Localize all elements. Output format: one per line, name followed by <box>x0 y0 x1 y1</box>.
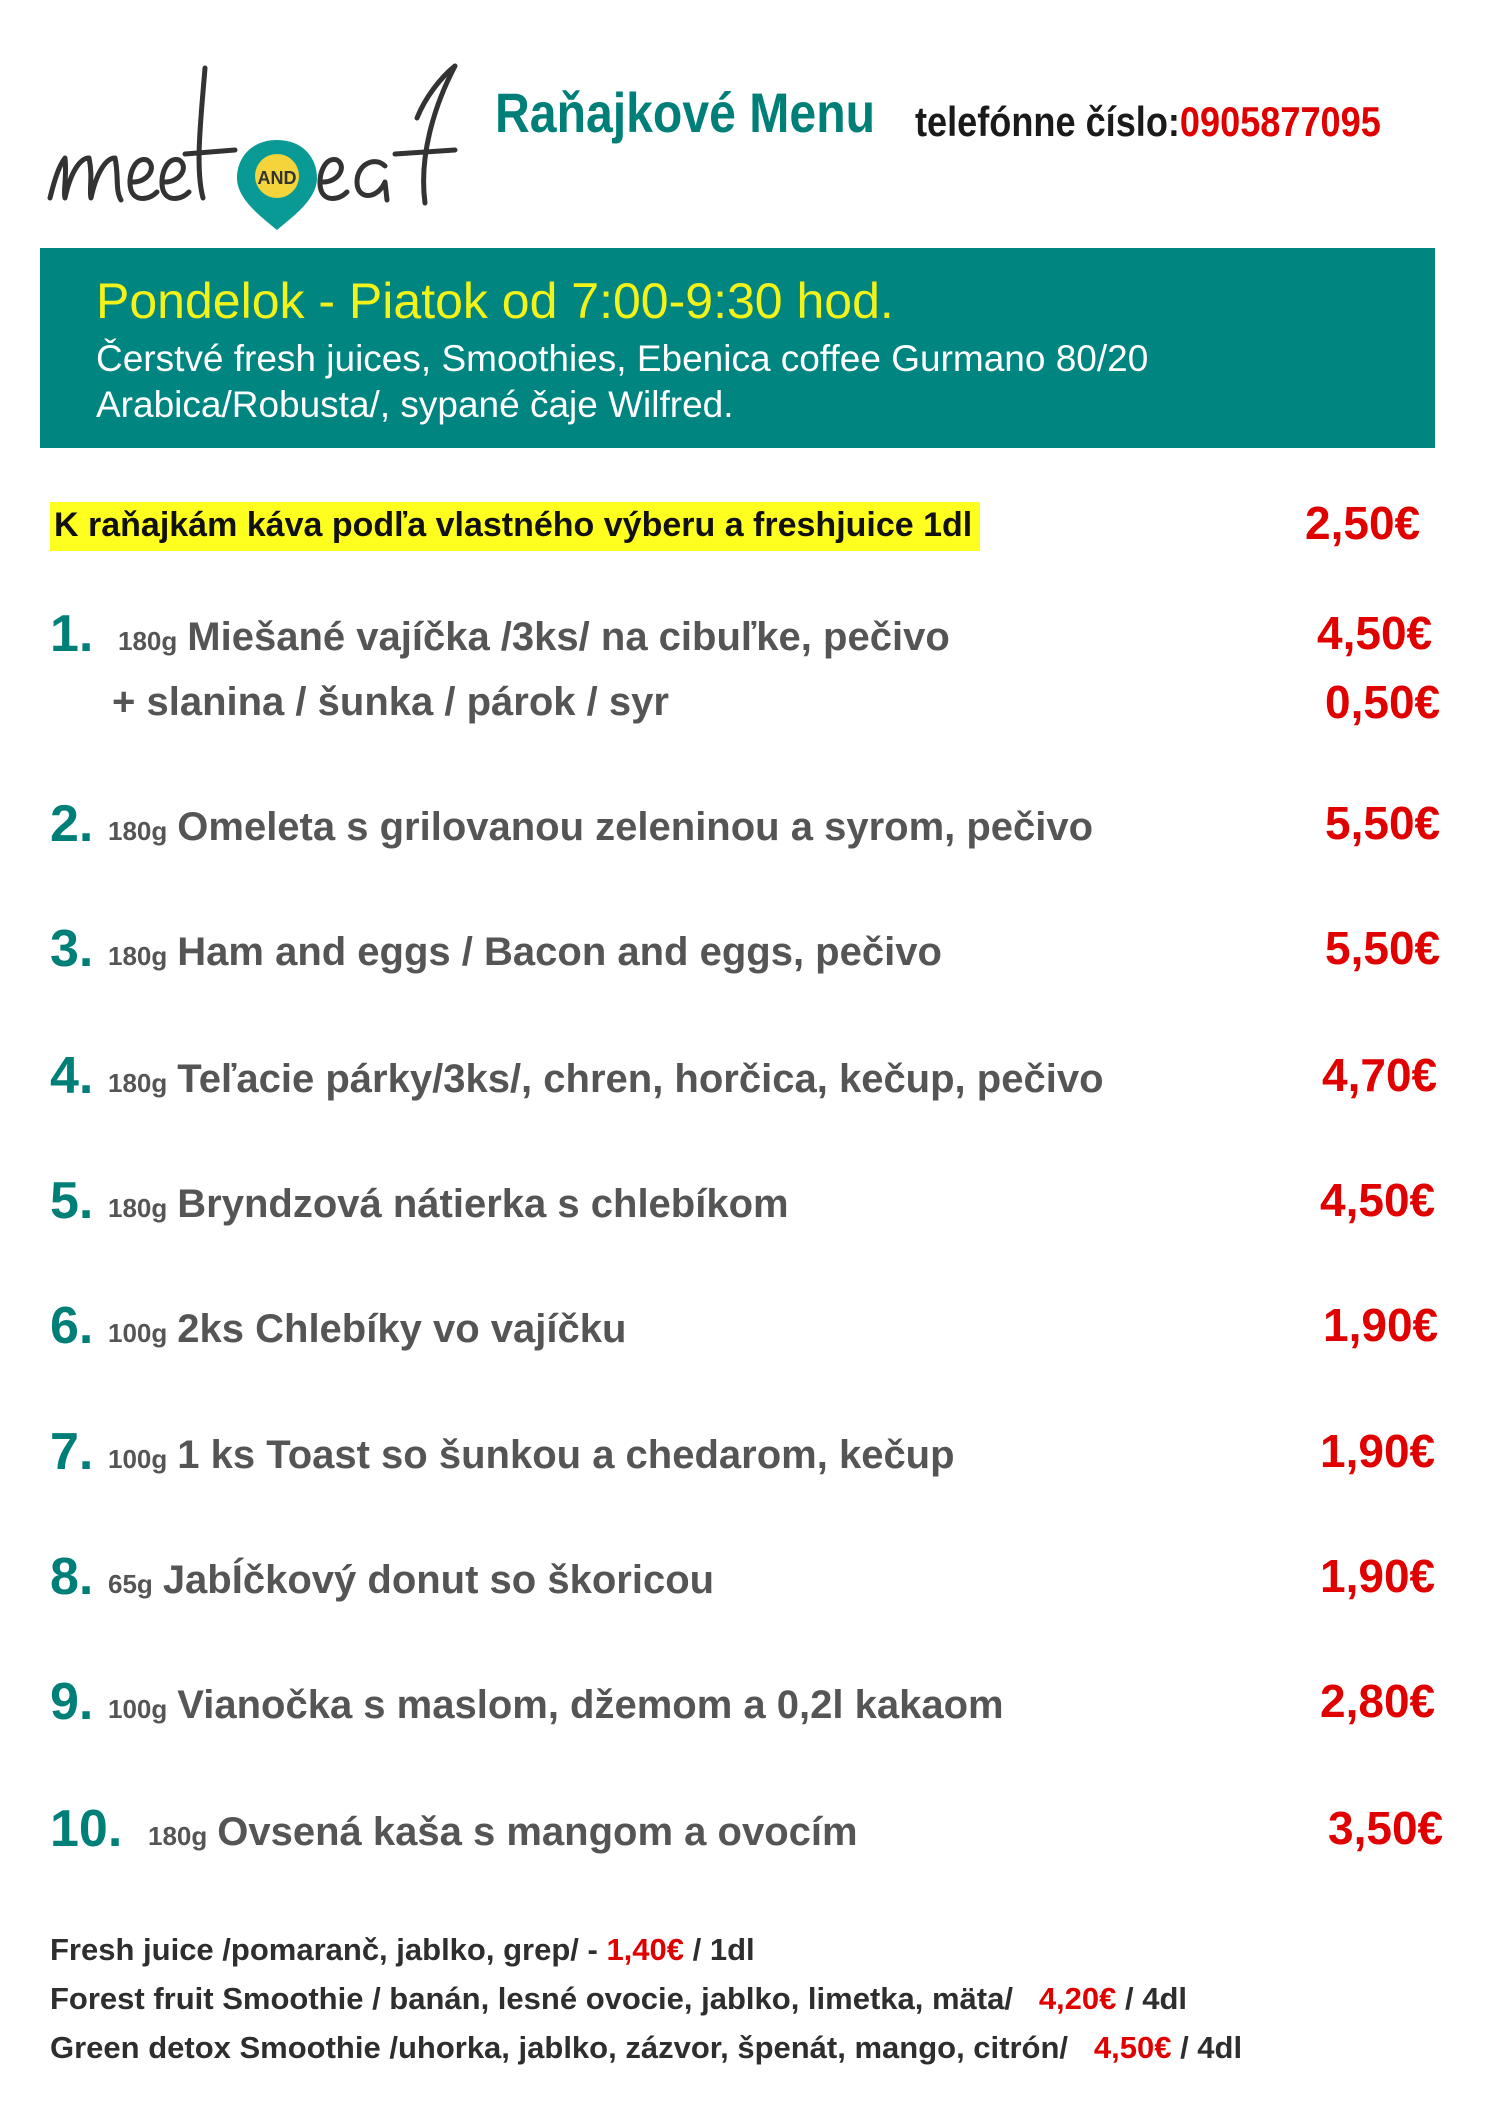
menu-item-9 <box>50 1668 1450 1738</box>
item-number: 9. <box>50 1673 94 1731</box>
item-weight: 180g <box>108 816 168 846</box>
drink-unit: / 1dl <box>684 1932 755 1967</box>
item-name: Bryndzová nátierka s chlebíkom <box>177 1182 789 1226</box>
item-price: 5,50€ <box>1325 797 1441 849</box>
item-description <box>108 1307 626 1352</box>
item-number: 3. <box>50 920 94 978</box>
meet-and-eat-logo <box>45 58 485 233</box>
item-description <box>108 1057 1104 1102</box>
item-number: 7. <box>50 1423 94 1481</box>
item-description <box>108 1433 955 1478</box>
banner-info <box>96 336 1435 428</box>
item-name: 2ks Chlebíky vo vajíčku <box>177 1307 627 1351</box>
banner-info-line2: Arabica/Robusta/, sypané čaje Wilfred. <box>96 384 734 425</box>
phone-number[interactable]: 0905877095 <box>1179 98 1381 145</box>
menu-item-6 <box>50 1292 1450 1362</box>
drink-price: 4,50€ <box>1093 2030 1172 2065</box>
item-description <box>108 1182 789 1227</box>
item-price: 4,70€ <box>1322 1049 1438 1101</box>
item-description <box>108 805 1093 850</box>
item-description <box>108 930 942 975</box>
item-description <box>108 1558 714 1603</box>
phone-label: telefónne číslo: <box>915 98 1180 145</box>
addon-extras: + slanina / šunka / párok / syr <box>112 680 669 724</box>
item-description <box>108 1683 1004 1728</box>
item-name: Ovsená kaša s mangom a ovocím <box>217 1810 858 1854</box>
drink-forest-smoothie <box>50 1974 1242 2023</box>
logo-badge-text: AND <box>257 168 297 188</box>
drink-unit: / 4dl <box>1171 2030 1243 2065</box>
drink-green-detox-smoothie <box>50 2023 1242 2072</box>
item-number: 1. <box>50 605 94 663</box>
drink-text: Fresh juice /pomaranč, jablko, grep/ - <box>50 1932 607 1967</box>
menu-item-5 <box>50 1167 1450 1237</box>
item-weight: 180g <box>108 1193 168 1223</box>
item-name: Vianočka s maslom, džemom a 0,2l kakaom <box>177 1683 1004 1727</box>
item-weight: 65g <box>108 1569 153 1599</box>
item-description <box>118 615 950 660</box>
menu-item-2 <box>50 790 1450 860</box>
menu-item-10 <box>50 1795 1450 1865</box>
item-name: 1 ks Toast so šunkou a chedarom, kečup <box>177 1433 955 1477</box>
item-price: 2,80€ <box>1320 1675 1436 1727</box>
addon-price: 0,50€ <box>1325 676 1441 728</box>
item-weight: 180g <box>108 1068 168 1098</box>
item-price: 1,90€ <box>1320 1425 1436 1477</box>
item-name: Teľacie párky/3ks/, chren, horčica, kečup, pečivo <box>177 1057 1104 1101</box>
menu-item-1 <box>50 600 1450 670</box>
drink-price: 4,20€ <box>1038 1981 1117 2016</box>
drink-fresh-juice <box>50 1925 1242 1974</box>
item-number: 4. <box>50 1047 94 1105</box>
opening-hours: Pondelok - Piatok od 7:00-9:30 hod. <box>96 273 894 329</box>
item-name: Omeleta s grilovanou zeleninou a syrom, pečivo <box>177 805 1094 849</box>
item-price: 1,90€ <box>1323 1299 1439 1351</box>
drinks-list <box>50 1925 1242 2072</box>
item-weight: 180g <box>108 941 168 971</box>
item-number: 8. <box>50 1548 94 1606</box>
item-name: JabÍčkový donut so škoricou <box>162 1558 715 1602</box>
item-name: Miešané vajíčka /3ks/ na cibuľke, pečivo <box>187 615 950 659</box>
menu-item-8 <box>50 1543 1450 1613</box>
item-weight: 180g <box>148 1821 208 1851</box>
phone-line <box>915 98 1381 146</box>
item-weight: 100g <box>108 1694 168 1724</box>
item-number: 2. <box>50 795 94 853</box>
menu-title: Raňajkové Menu <box>495 81 876 144</box>
item-price: 3,50€ <box>1328 1802 1444 1854</box>
hours-banner <box>40 248 1435 448</box>
item-name: Ham and eggs / Bacon and eggs, pečivo <box>177 930 942 974</box>
item-price: 1,90€ <box>1320 1550 1436 1602</box>
item-weight: 180g <box>118 626 178 656</box>
drink-price: 1,40€ <box>606 1932 685 1967</box>
item-number: 5. <box>50 1172 94 1230</box>
banner-info-line1: Čerstvé fresh juices, Smoothies, Ebenica coffee Gurmano 80/20 <box>96 338 1149 379</box>
menu-item-4 <box>50 1042 1450 1112</box>
item-weight: 100g <box>108 1444 168 1474</box>
breakfast-offer: K raňajkám káva podľa vlastného výberu a freshjuice 1dl <box>50 502 980 551</box>
item-description <box>148 1810 858 1855</box>
breakfast-offer-price: 2,50€ <box>1305 497 1421 549</box>
drink-text: Forest fruit Smoothie / banán, lesné ovocie, jablko, limetka, mäta/ <box>50 1981 1039 2016</box>
item-number: 6. <box>50 1297 94 1355</box>
item-price: 4,50€ <box>1320 1174 1436 1226</box>
drink-unit: / 4dl <box>1116 1981 1188 2016</box>
item-price: 5,50€ <box>1325 922 1441 974</box>
menu-item-3 <box>50 915 1450 985</box>
drink-text: Green detox Smoothie /uhorka, jablko, zázvor, špenát, mango, citrón/ <box>50 2030 1094 2065</box>
item-number: 10. <box>50 1800 123 1858</box>
menu-item-7 <box>50 1418 1450 1488</box>
item-price: 4,50€ <box>1317 607 1433 659</box>
item-weight: 100g <box>108 1318 168 1348</box>
